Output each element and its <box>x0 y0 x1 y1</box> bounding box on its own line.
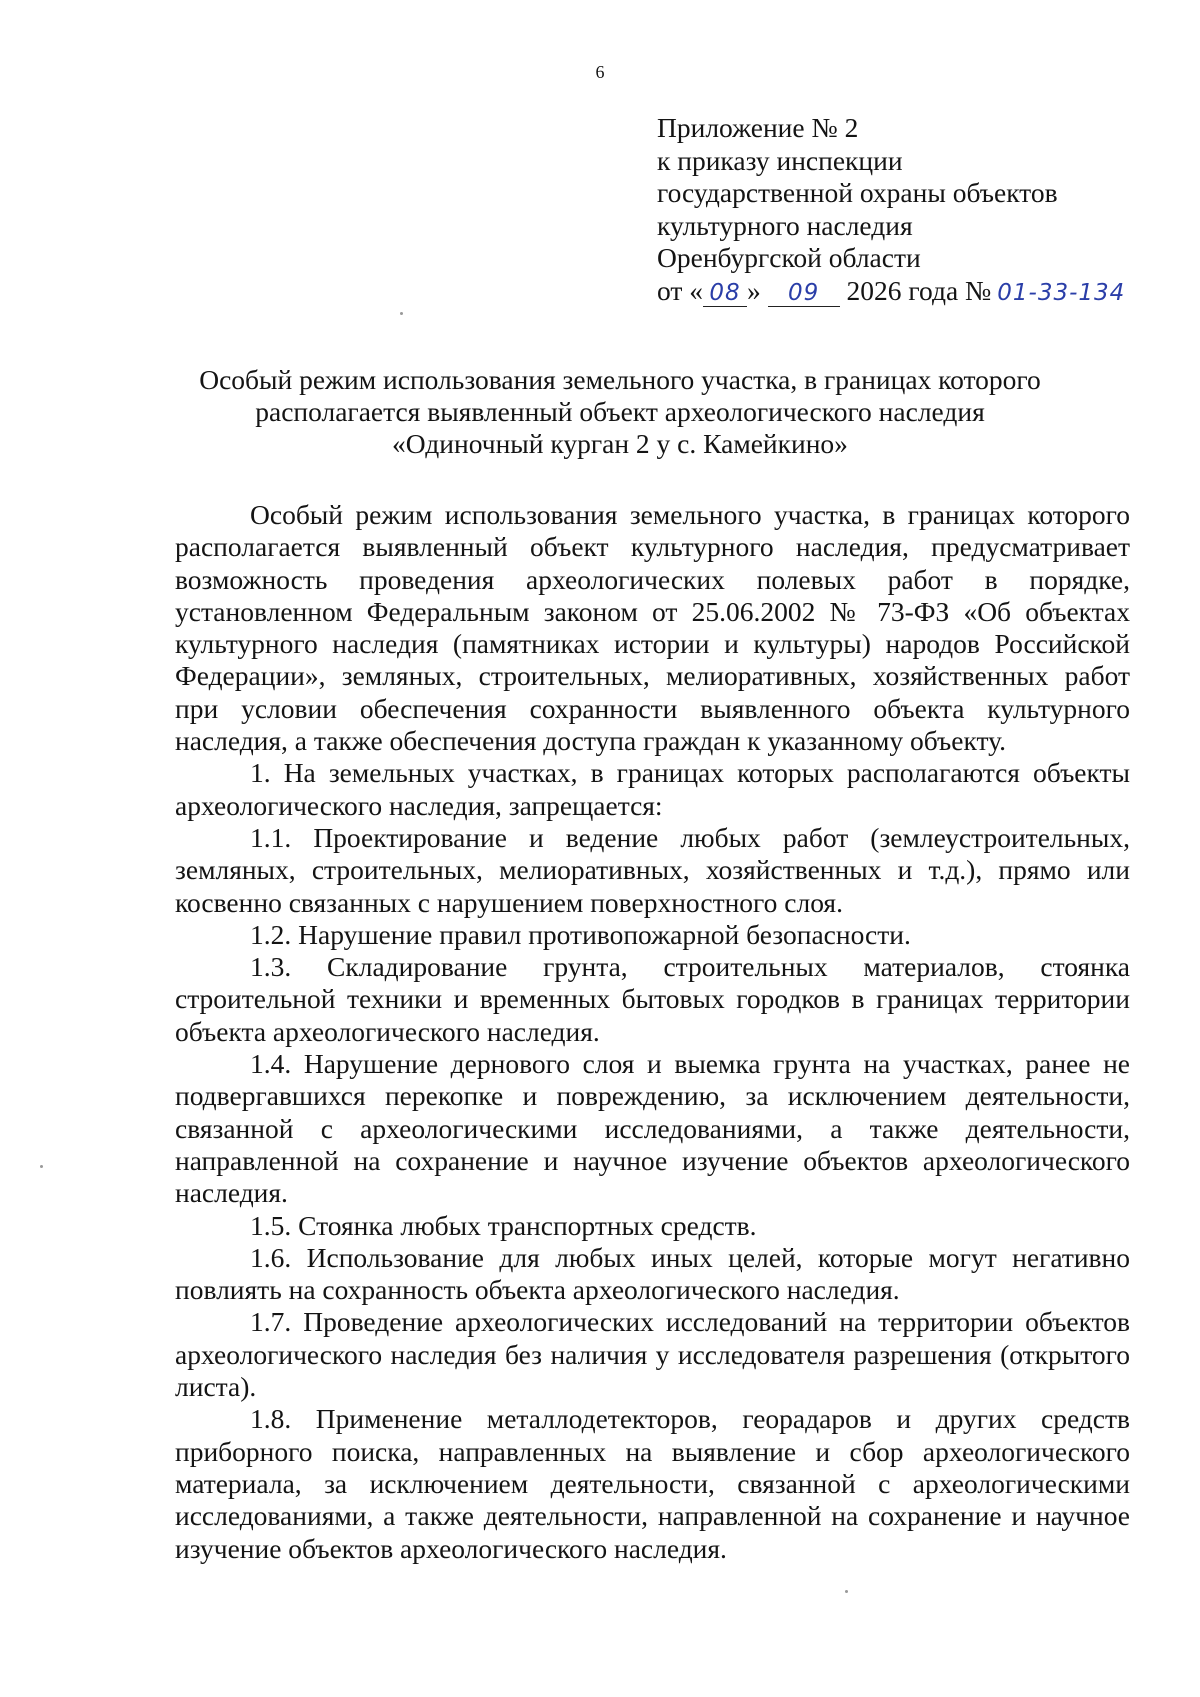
scan-speck <box>40 1165 43 1168</box>
appendix-line-4: культурного наследия <box>657 209 913 241</box>
appendix-date-line <box>657 275 1131 308</box>
date-mid: » <box>747 274 761 306</box>
title-line-2: располагается выявленный объект археологического наследия <box>255 396 985 427</box>
page-number: 6 <box>595 62 605 82</box>
clause-1: 1. На земельных участках, в границах которых располагаются объекты археологического наследия, запрещается: <box>175 757 1130 821</box>
document-title <box>150 364 1090 460</box>
scan-speck <box>845 1590 848 1593</box>
clause-1-3: 1.3. Складирование грунта, строительных материалов, стоянка строительной техники и временных бытовых городков в границах территории объекта археологического наследия. <box>175 951 1130 1047</box>
clause-1-7: 1.7. Проведение археологических исследований на территории объектов археологического наследия без наличия у исследователя разрешения (открытого листа). <box>175 1306 1130 1403</box>
clause-1-1: 1.1. Проектирование и ведение любых работ (землеустроительных, земляных, строительных, мелиоративных, хозяйственных и т.д.), прямо или косвенно связанных с нарушением поверхностного слоя. <box>175 821 1130 918</box>
date-year: 2026 года № <box>846 274 992 306</box>
title-line-1: Особый режим использования земельного участка, в границах которого <box>199 364 1041 395</box>
appendix-line-5: Оренбургской области <box>657 242 921 273</box>
date-prefix: от « <box>657 274 704 306</box>
appendix-line-1: Приложение № 2 <box>657 112 859 143</box>
clause-1-8: 1.8. Применение металлодетекторов, георадаров и других средств приборного поиска, направленных на выявление и сбор археологического материала, за исключением деятельности, связанной с археологическими исследованиями, а также деятельности, направленной на сохранение и научное изучение объектов археологического наследия. <box>175 1403 1130 1564</box>
document-body <box>175 499 1130 1565</box>
date-month-handwritten: 09 <box>788 279 820 306</box>
clause-1-6: 1.6. Использование для любых иных целей, которые могут негативно повлиять на сохранность объекта археологического наследия. <box>175 1241 1130 1306</box>
order-number-field <box>991 278 1131 306</box>
date-day-field <box>703 278 747 307</box>
clause-1-2: 1.2. Нарушение правил противопожарной безопасности. <box>250 918 911 950</box>
date-month-field <box>768 278 840 307</box>
scan-speck <box>400 312 403 315</box>
intro-paragraph: Особый режим использования земельного участка, в границах которого располагается выявленный объект культурного наследия, предусматривает возможность проведения археологических полевых работ в порядке, установленном Федеральным законом от 25.06.2002 № 73-ФЗ «Об объектах культурного наследия (памятниках истории и культуры) народов Российской Федерации», земляных, строительных, мелиоративных, хозяйственных работ при условии обеспечения сохранности выявленного объекта культурного наследия, а также обеспечения доступа граждан к указанному объекту. <box>175 499 1130 757</box>
clause-1-4: 1.4. Нарушение дернового слоя и выемка грунта на участках, ранее не подвергавшихся перекопке и повреждению, за исключением деятельности, связанной с археологическими исследованиями, а также деятельности, направленной на сохранение и научное изучение объектов археологического наследия. <box>175 1048 1130 1209</box>
appendix-block <box>657 112 1131 307</box>
date-day-handwritten: 08 <box>709 279 741 306</box>
order-number-handwritten: 01-33-134 <box>997 279 1126 306</box>
clause-1-5: 1.5. Стоянка любых транспортных средств. <box>250 1209 757 1241</box>
appendix-line-2: к приказу инспекции <box>657 144 903 176</box>
title-line-3: «Одиночный курган 2 у с. Камейкино» <box>392 428 848 459</box>
appendix-line-3: государственной охраны объектов <box>657 177 1058 208</box>
